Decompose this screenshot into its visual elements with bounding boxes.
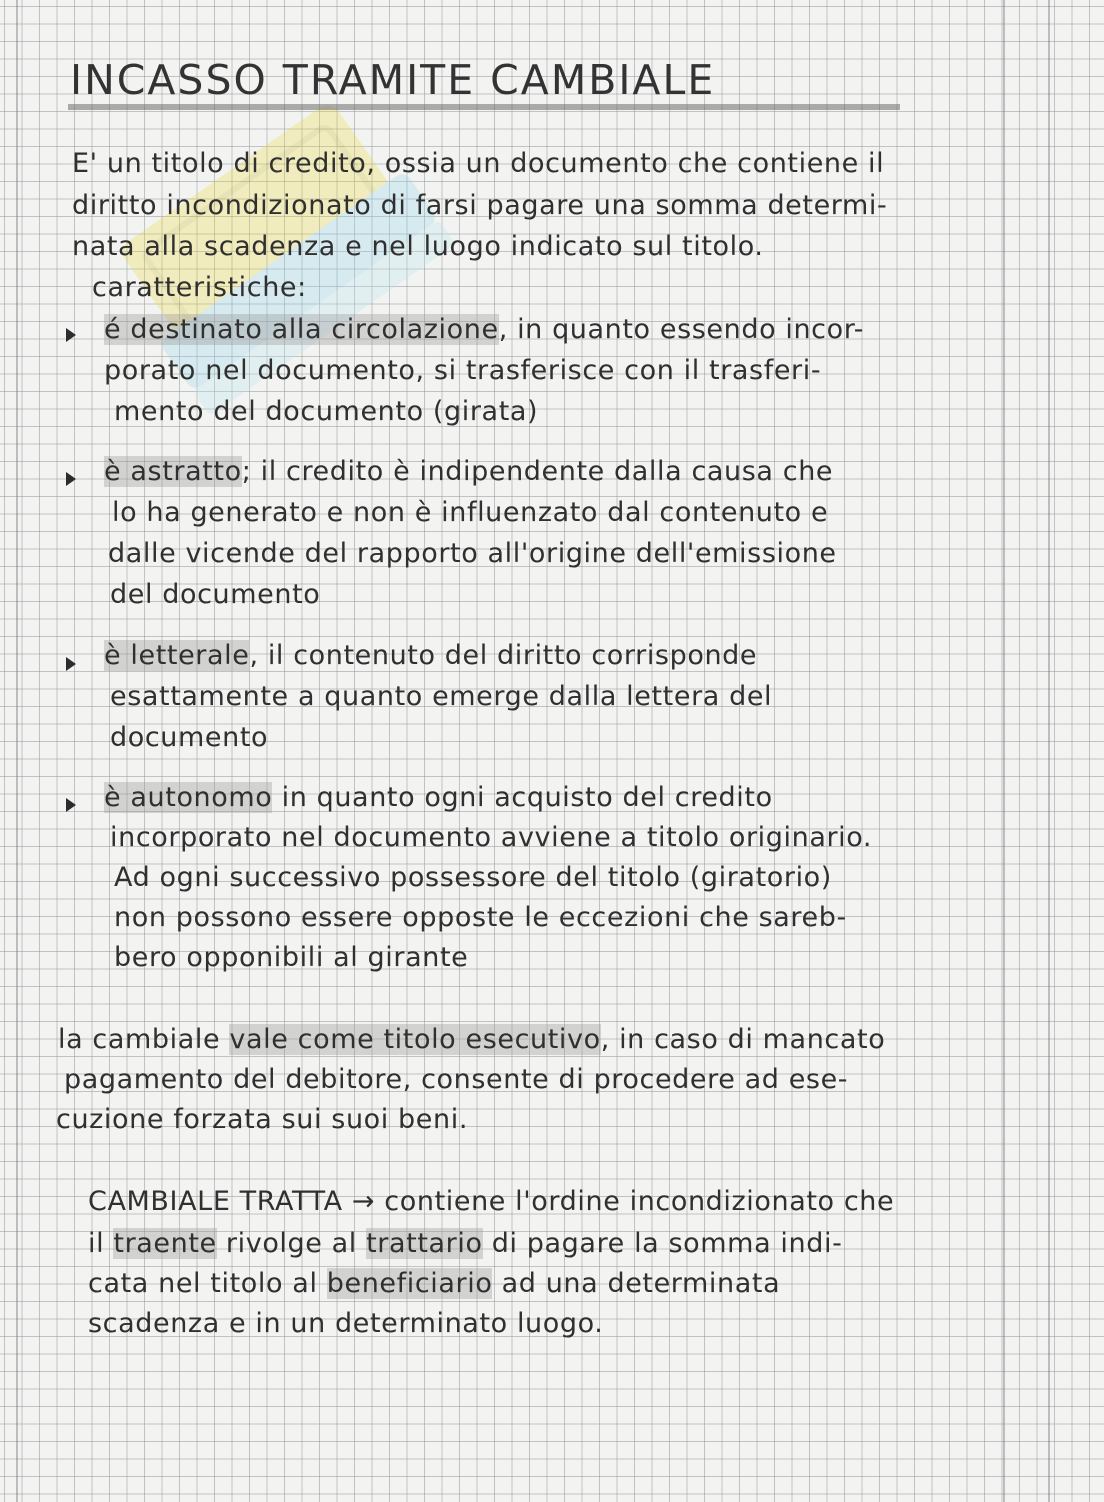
feature-line: incorporato nel documento avviene a titolo originario. (110, 822, 873, 853)
feature-line (104, 456, 833, 487)
bullet-arrow-icon (66, 328, 76, 342)
beneficiario-term: beneficiario (326, 1268, 493, 1299)
executive-line-2: pagamento del debitore, consente di procedere ad ese- (64, 1064, 849, 1095)
traente-term: traente (113, 1228, 217, 1259)
feature-text: , il contenuto del diritto corrisponde (249, 640, 758, 671)
margin-line-far-right (1048, 0, 1050, 1502)
feature-line: dalle vicende del rapporto all'origine dell'emissione (108, 538, 837, 569)
feature-term: è autonomo (104, 782, 273, 813)
tratta-text: ad una determinata (492, 1268, 781, 1299)
feature-line: bero opponibili al girante (114, 942, 469, 973)
feature-line: Ad ogni successivo possessore del titolo (giratorio) (114, 862, 832, 893)
executive-text: , in caso di mancato (600, 1024, 886, 1055)
intro-line-2: diritto incondizionato di farsi pagare una somma determi- (72, 190, 888, 221)
feature-line (104, 782, 773, 813)
feature-line: esattamente a quanto emerge dalla lettera del (110, 681, 773, 712)
feature-line: porato nel documento, si trasferisce con il trasferi- (104, 355, 822, 386)
feature-line: non possono essere opposte le eccezioni che sareb- (114, 902, 847, 933)
executive-text: la cambiale (58, 1024, 230, 1055)
bullet-arrow-icon (66, 472, 76, 486)
bullet-arrow-icon (66, 657, 76, 671)
feature-line: mento del documento (girata) (114, 396, 539, 427)
feature-term: é destinato alla circolazione (104, 314, 499, 345)
features-label: caratteristiche: (92, 272, 307, 303)
tratta-line-4: scadenza e in un determinato luogo. (88, 1308, 604, 1339)
margin-line-left (16, 0, 18, 1502)
feature-term: è letterale (104, 640, 250, 671)
tratta-line-1 (88, 1186, 894, 1217)
executive-term: vale come titolo esecutivo (229, 1024, 601, 1055)
arrow-right-icon: → (351, 1186, 376, 1217)
tratta-text: rivolge al (216, 1228, 367, 1259)
executive-line-1 (58, 1024, 885, 1055)
feature-text: ; il credito è indipendente dalla causa che (241, 456, 834, 487)
feature-line: del documento (110, 579, 321, 610)
tratta-text: contiene l'ordine incondizionato che (384, 1186, 895, 1217)
intro-line-1: E' un titolo di credito, ossia un documento che contiene il (72, 148, 885, 179)
tratta-text: cata nel titolo al (88, 1268, 327, 1299)
bullet-arrow-icon (66, 798, 76, 812)
trattario-term: trattario (366, 1228, 483, 1259)
title-underline (68, 104, 900, 110)
margin-line-right (1003, 0, 1005, 1502)
tratta-line-2 (88, 1228, 842, 1259)
feature-line (104, 314, 864, 345)
feature-line: documento (110, 722, 269, 753)
feature-text: in quanto ogni acquisto del credito (272, 782, 773, 813)
feature-term: è astratto (104, 456, 242, 487)
executive-line-3: cuzione forzata sui suoi beni. (56, 1104, 469, 1135)
feature-line: lo ha generato e non è influenzato dal contenuto e (112, 497, 829, 528)
intro-line-3: nata alla scadenza e nel luogo indicato sul titolo. (72, 231, 764, 262)
feature-line (104, 640, 757, 671)
feature-text: , in quanto essendo incor- (498, 314, 865, 345)
tratta-text: il (88, 1228, 114, 1259)
page-title: INCASSO TRAMITE CAMBIALE (70, 56, 716, 104)
tratta-label: CAMBIALE TRATTA (88, 1186, 343, 1217)
tratta-text: di pagare la somma indi- (482, 1228, 843, 1259)
tratta-line-3 (88, 1268, 780, 1299)
